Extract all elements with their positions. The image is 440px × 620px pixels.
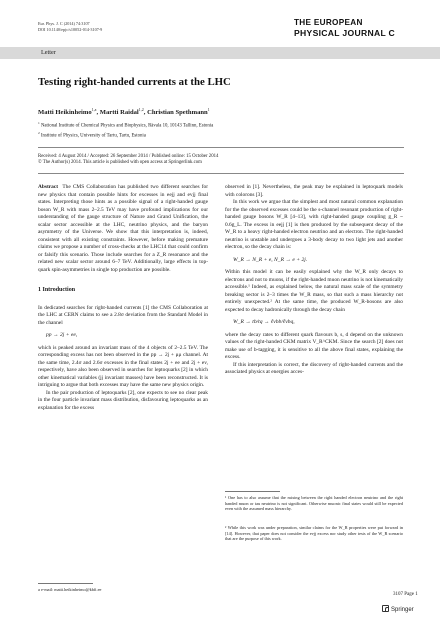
received-dates: Received: 4 August 2014 / Accepted: 26 September 2014 / Published online: 15 October 2014 bbox=[38, 154, 219, 159]
paragraph: Within this model it can be easily explained why the W_R only decays to electrons and not to muons, if the right-handed muon neutrino is not kinematically accessible.¹ Indeed, as explained below, the natural mass scale of the symmetry breaking sector is 2–3 times the W_R mass, so that such a mass hierarchy not entirely unexpected.² At the same time, the produced W_R-bosons are also expected to decay hadronically through the decay chain bbox=[225, 269, 403, 313]
footnote-rule bbox=[225, 491, 280, 492]
divider bbox=[38, 173, 404, 174]
paragraph: In this work we argue that the simplest and most natural common explanation for the the observed excesses could be the s-channel resonant production of right-handed gauge bosons W_R [4–13], with right-handed gauge coupling g_R ~ 0.6g_L. The excess in eejj [1] is then produced by the subsequent decay of the W_R to a heavy right-handed electron neutrino and an electron. The right-handed neutrino is unstable and undergoes a 3-body decay to two light jets and another electron, so the decay chain is: bbox=[225, 199, 403, 250]
author-name: Martti Raidal bbox=[99, 109, 139, 117]
article-type-banner bbox=[0, 47, 440, 59]
affiliation: $^1$ National Institute of Chemical Physics and Biophysics, Rävala 10, 10143 Tallinn, Estonia bbox=[38, 121, 214, 129]
copyright-notice: © The Author(s) 2014. This article is published with open access at Springerlink.com bbox=[38, 160, 202, 166]
abstract-label: Abstract bbox=[38, 184, 59, 190]
author-name: Christian Spethmann bbox=[147, 109, 208, 117]
doi: DOI 10.1140/epjc/s10052-014-3107-9 bbox=[38, 27, 103, 32]
page-number: 3107 Page 1 bbox=[393, 592, 418, 597]
affiliations bbox=[38, 120, 213, 140]
author-list: Matti Heikinheimo$^{1,a}$, Martti Raidal$^{1,2}$, Christian Spethmann$^1$ bbox=[38, 107, 210, 117]
equation: W_R → N_R + e, N_R → e + 2j. bbox=[233, 256, 308, 263]
footnote-email: a e-mail: matti.heikinheimo@kbfi.ee bbox=[38, 587, 102, 592]
springer-logo bbox=[382, 605, 414, 613]
paragraph: In dedicated searches for right-handed currents [1] the CMS Collaboration at the LHC at CERN claims to see a 2.8σ deviation from the Standard Model in the channel bbox=[38, 304, 208, 326]
footnote-rule bbox=[38, 583, 93, 584]
publication-dates bbox=[38, 154, 218, 167]
divider bbox=[38, 147, 404, 148]
left-column bbox=[38, 184, 208, 412]
paragraph: which is peaked around an invariant mass of the 4 objects of 2–2.5 TeV. The corresponding excess has not been observed in the pp → 2j + μμ channel. At the same time, 2.4σ and 2.6σ excesses in the final states 2j + ee and 2j + ev, respectively, have also been observed in searches for leptoquarks [2] in which other kinematical variables (jj invariant masses) have been reconstructed. It is intriguing to argue that both excesses may have the same new physics origin. bbox=[38, 344, 208, 388]
journal-citation: Eur. Phys. J. C (2014) 74:3107 bbox=[38, 21, 90, 26]
equation: pp → 2j + ee, bbox=[46, 332, 78, 338]
right-column bbox=[225, 184, 403, 377]
abstract bbox=[38, 184, 208, 274]
paragraph: If this interpretation is correct, the discovery of right-handed currents and the associated physics at energies acces- bbox=[225, 361, 403, 375]
journal-name-line2: PHYSICAL JOURNAL C bbox=[294, 28, 396, 38]
author-affil-marker: 1 bbox=[207, 107, 210, 112]
section-heading: 1 Introduction bbox=[38, 287, 76, 293]
paragraph: observed in [1]. Nevertheless, the peak may be explained in leptoquark models with colorons [3]. bbox=[225, 184, 403, 198]
paragraph: In the pair production of leptoquarks [2], one expects to see no clear peak in the four particle invariant mass distribution, disfavouring leptoquarks as an explanation for the excess bbox=[38, 389, 208, 411]
footnote: ² While this work was under preparation, similar claims for the W_R properties were put forward in [14]. However, that paper does not consider the evjj excess nor study other tests of the W_R scenario that are the purpose of this work. bbox=[225, 525, 403, 542]
article-title: Testing right-handed currents at the LHC bbox=[38, 76, 231, 88]
affiliation: $^2$ Institute of Physics, University of Tartu, Tartu, Estonia bbox=[38, 131, 146, 139]
article-type-label: Letter bbox=[41, 49, 56, 56]
author-name: Matti Heikinheimo bbox=[38, 109, 92, 117]
citation-block bbox=[38, 21, 208, 33]
publisher-name: Springer bbox=[391, 607, 414, 613]
journal-logo bbox=[294, 18, 406, 38]
footnote: ¹ One has to also assume that the mixing between the right handed electron neutrino and the right handed muon or tau neutrino is not significant. Otherwise muonic final states would still be expected even with the assumed mass hierarchy. bbox=[225, 495, 403, 512]
abstract-text: The CMS Collaboration has published two different searches for new physics that contain possible hints for excesses in eejj and evjj final states. Interpreting those hints as a possible signal of a right-handed gauge boson W_R with mass 2–2.5 TeV may have profound implications for our understanding of the gauge structure of Nature and Grand Unification, the scalar sector accessible at the LHC, neutrino physics, and the baryon asymmetry of the Universe. We show that this interpretation is, indeed, consistent with all existing constraints. However, before making premature claims we propose a number of cross-checks at the LHC14 that could confirm or falsify this scenario. Those include searches for a Z_R resonance and the related new scalar sector around 6–7 TeV. Additionally, large effects in top-quark spin-asymmetries in single top production are possible. bbox=[38, 184, 208, 273]
paragraph: where the decay rates to different quark flavours b, s, d depend on the unknown values of the right-handed CKM matrix V_R^CKM. Since the search [2] does not make use of b-tagging, it is sensitive to all the above final states, explaining the excess. bbox=[225, 331, 403, 360]
journal-name-line1: THE EUROPEAN bbox=[294, 18, 363, 27]
equation: W_R → tb/tq → ℓνbb/ℓνbq, bbox=[233, 319, 295, 325]
springer-horse-icon bbox=[382, 605, 389, 612]
author-affil-marker: 1,a bbox=[91, 107, 97, 112]
author-affil-marker: 1,2 bbox=[138, 107, 144, 112]
